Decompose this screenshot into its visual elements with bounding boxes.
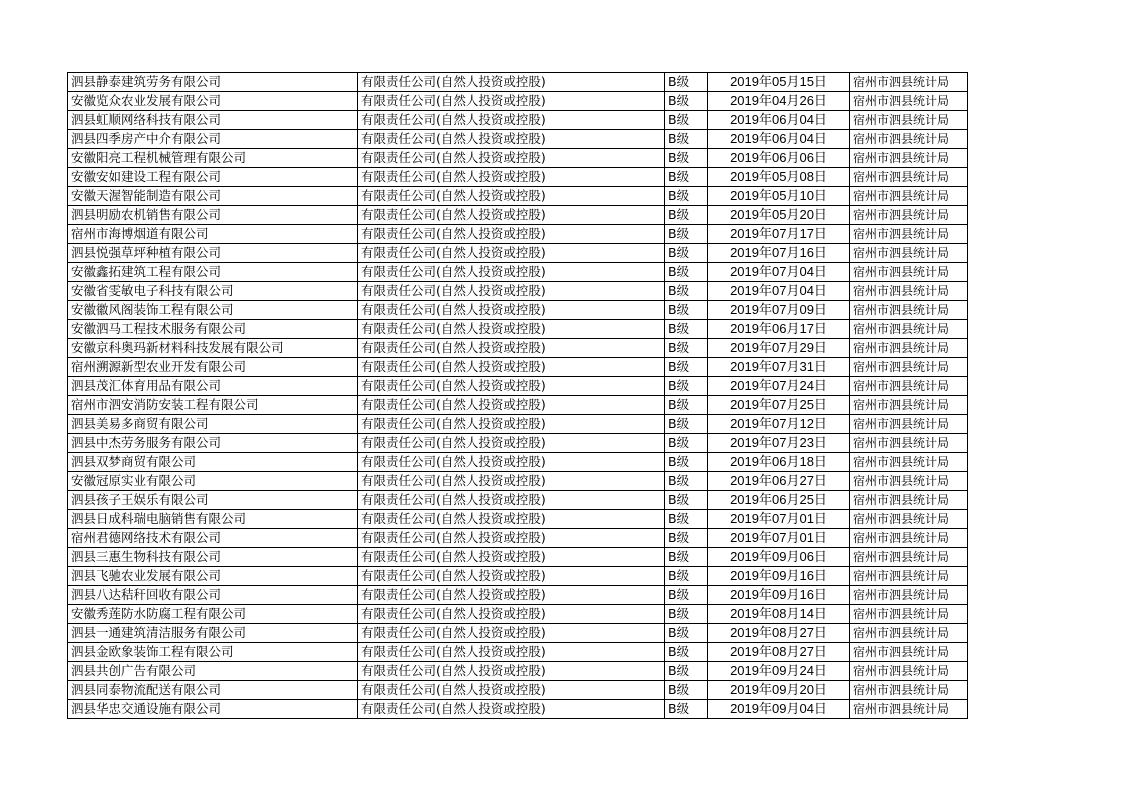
rating-authority-cell: 宿州市泗县统计局 — [850, 700, 968, 719]
company-type-cell: 有限责任公司(自然人投资或控股) — [358, 282, 665, 301]
table-row — [68, 415, 968, 434]
rating-authority-cell: 宿州市泗县统计局 — [850, 434, 968, 453]
table-row — [68, 491, 968, 510]
rating-date-cell: 2019年06月18日 — [708, 453, 850, 472]
company-name-cell: 宿州市海博烟道有限公司 — [68, 225, 358, 244]
company-name-cell: 安徽泗马工程技术服务有限公司 — [68, 320, 358, 339]
rating-authority-cell: 宿州市泗县统计局 — [850, 73, 968, 92]
table-row — [68, 206, 968, 225]
company-name-cell: 宿州君德网络技术有限公司 — [68, 529, 358, 548]
credit-grade-cell: B级 — [665, 396, 708, 415]
rating-date-cell: 2019年06月04日 — [708, 111, 850, 130]
rating-date-cell: 2019年04月26日 — [708, 92, 850, 111]
table-row — [68, 472, 968, 491]
company-name-cell: 泗县八达秸秆回收有限公司 — [68, 586, 358, 605]
company-name-cell: 泗县日成科瑞电脑销售有限公司 — [68, 510, 358, 529]
rating-date-cell: 2019年07月12日 — [708, 415, 850, 434]
rating-date-cell: 2019年05月08日 — [708, 168, 850, 187]
company-name-cell: 泗县虹顺网络科技有限公司 — [68, 111, 358, 130]
table-row — [68, 643, 968, 662]
credit-grade-cell: B级 — [665, 548, 708, 567]
company-type-cell: 有限责任公司(自然人投资或控股) — [358, 187, 665, 206]
company-name-cell: 泗县明励农机销售有限公司 — [68, 206, 358, 225]
rating-date-cell: 2019年09月20日 — [708, 681, 850, 700]
table-row — [68, 130, 968, 149]
table-row — [68, 662, 968, 681]
table-row — [68, 73, 968, 92]
table-row — [68, 681, 968, 700]
rating-authority-cell: 宿州市泗县统计局 — [850, 624, 968, 643]
company-type-cell: 有限责任公司(自然人投资或控股) — [358, 244, 665, 263]
table-row — [68, 377, 968, 396]
rating-authority-cell: 宿州市泗县统计局 — [850, 339, 968, 358]
table-row — [68, 434, 968, 453]
rating-date-cell: 2019年08月14日 — [708, 605, 850, 624]
credit-grade-cell: B级 — [665, 206, 708, 225]
company-name-cell: 安徽省雯敏电子科技有限公司 — [68, 282, 358, 301]
company-name-cell: 泗县中杰劳务服务有限公司 — [68, 434, 358, 453]
rating-authority-cell: 宿州市泗县统计局 — [850, 301, 968, 320]
company-name-cell: 泗县同泰物流配送有限公司 — [68, 681, 358, 700]
credit-grade-cell: B级 — [665, 225, 708, 244]
company-type-cell: 有限责任公司(自然人投资或控股) — [358, 624, 665, 643]
rating-date-cell: 2019年07月16日 — [708, 244, 850, 263]
credit-rating-table — [67, 72, 968, 719]
rating-authority-cell: 宿州市泗县统计局 — [850, 510, 968, 529]
rating-authority-cell: 宿州市泗县统计局 — [850, 586, 968, 605]
rating-date-cell: 2019年07月01日 — [708, 529, 850, 548]
table-body — [68, 73, 968, 719]
company-name-cell: 泗县静泰建筑劳务有限公司 — [68, 73, 358, 92]
table-row — [68, 548, 968, 567]
rating-authority-cell: 宿州市泗县统计局 — [850, 244, 968, 263]
rating-authority-cell: 宿州市泗县统计局 — [850, 130, 968, 149]
company-type-cell: 有限责任公司(自然人投资或控股) — [358, 643, 665, 662]
credit-grade-cell: B级 — [665, 510, 708, 529]
rating-authority-cell: 宿州市泗县统计局 — [850, 187, 968, 206]
company-name-cell: 泗县三惠生物科技有限公司 — [68, 548, 358, 567]
credit-grade-cell: B级 — [665, 244, 708, 263]
rating-date-cell: 2019年07月25日 — [708, 396, 850, 415]
table-row — [68, 358, 968, 377]
rating-date-cell: 2019年07月09日 — [708, 301, 850, 320]
company-type-cell: 有限责任公司(自然人投资或控股) — [358, 168, 665, 187]
credit-grade-cell: B级 — [665, 73, 708, 92]
company-name-cell: 泗县悦强草坪种植有限公司 — [68, 244, 358, 263]
company-type-cell: 有限责任公司(自然人投资或控股) — [358, 225, 665, 244]
rating-date-cell: 2019年06月25日 — [708, 491, 850, 510]
credit-grade-cell: B级 — [665, 187, 708, 206]
rating-authority-cell: 宿州市泗县统计局 — [850, 206, 968, 225]
company-type-cell: 有限责任公司(自然人投资或控股) — [358, 263, 665, 282]
rating-date-cell: 2019年07月31日 — [708, 358, 850, 377]
company-type-cell: 有限责任公司(自然人投资或控股) — [358, 681, 665, 700]
table-row — [68, 453, 968, 472]
company-type-cell: 有限责任公司(自然人投资或控股) — [358, 605, 665, 624]
credit-grade-cell: B级 — [665, 168, 708, 187]
rating-authority-cell: 宿州市泗县统计局 — [850, 453, 968, 472]
company-type-cell: 有限责任公司(自然人投资或控股) — [358, 320, 665, 339]
company-name-cell: 泗县飞驰农业发展有限公司 — [68, 567, 358, 586]
rating-authority-cell: 宿州市泗县统计局 — [850, 491, 968, 510]
company-name-cell: 泗县四季房产中介有限公司 — [68, 130, 358, 149]
credit-grade-cell: B级 — [665, 301, 708, 320]
table-row — [68, 529, 968, 548]
table-row — [68, 605, 968, 624]
credit-grade-cell: B级 — [665, 92, 708, 111]
company-type-cell: 有限责任公司(自然人投资或控股) — [358, 529, 665, 548]
rating-date-cell: 2019年09月24日 — [708, 662, 850, 681]
company-name-cell: 泗县共创广告有限公司 — [68, 662, 358, 681]
company-name-cell: 泗县孩子王娱乐有限公司 — [68, 491, 358, 510]
company-type-cell: 有限责任公司(自然人投资或控股) — [358, 92, 665, 111]
table-row — [68, 111, 968, 130]
credit-grade-cell: B级 — [665, 605, 708, 624]
credit-grade-cell: B级 — [665, 567, 708, 586]
company-name-cell: 安徽览众农业发展有限公司 — [68, 92, 358, 111]
company-type-cell: 有限责任公司(自然人投资或控股) — [358, 567, 665, 586]
rating-authority-cell: 宿州市泗县统计局 — [850, 415, 968, 434]
table-row — [68, 187, 968, 206]
rating-date-cell: 2019年07月04日 — [708, 282, 850, 301]
company-type-cell: 有限责任公司(自然人投资或控股) — [358, 339, 665, 358]
table-row — [68, 624, 968, 643]
rating-authority-cell: 宿州市泗县统计局 — [850, 567, 968, 586]
credit-grade-cell: B级 — [665, 434, 708, 453]
company-type-cell: 有限责任公司(自然人投资或控股) — [358, 73, 665, 92]
company-type-cell: 有限责任公司(自然人投资或控股) — [358, 472, 665, 491]
rating-date-cell: 2019年06月04日 — [708, 130, 850, 149]
company-type-cell: 有限责任公司(自然人投资或控股) — [358, 377, 665, 396]
credit-grade-cell: B级 — [665, 339, 708, 358]
rating-date-cell: 2019年09月06日 — [708, 548, 850, 567]
rating-date-cell: 2019年07月23日 — [708, 434, 850, 453]
company-type-cell: 有限责任公司(自然人投资或控股) — [358, 548, 665, 567]
rating-date-cell: 2019年07月01日 — [708, 510, 850, 529]
company-name-cell: 泗县美易多商贸有限公司 — [68, 415, 358, 434]
rating-authority-cell: 宿州市泗县统计局 — [850, 548, 968, 567]
company-name-cell: 泗县茂汇体育用品有限公司 — [68, 377, 358, 396]
company-name-cell: 泗县金欧象装饰工程有限公司 — [68, 643, 358, 662]
credit-grade-cell: B级 — [665, 282, 708, 301]
rating-authority-cell: 宿州市泗县统计局 — [850, 149, 968, 168]
company-type-cell: 有限责任公司(自然人投资或控股) — [358, 415, 665, 434]
rating-date-cell: 2019年07月24日 — [708, 377, 850, 396]
credit-grade-cell: B级 — [665, 453, 708, 472]
credit-grade-cell: B级 — [665, 643, 708, 662]
rating-authority-cell: 宿州市泗县统计局 — [850, 472, 968, 491]
table-row — [68, 263, 968, 282]
rating-date-cell: 2019年08月27日 — [708, 643, 850, 662]
credit-grade-cell: B级 — [665, 624, 708, 643]
company-name-cell: 安徽冠原实业有限公司 — [68, 472, 358, 491]
rating-date-cell: 2019年05月20日 — [708, 206, 850, 225]
rating-authority-cell: 宿州市泗县统计局 — [850, 643, 968, 662]
rating-authority-cell: 宿州市泗县统计局 — [850, 320, 968, 339]
credit-grade-cell: B级 — [665, 358, 708, 377]
company-name-cell: 宿州溯源新型农业开发有限公司 — [68, 358, 358, 377]
company-name-cell: 宿州市泗安消防安装工程有限公司 — [68, 396, 358, 415]
table-row — [68, 510, 968, 529]
rating-authority-cell: 宿州市泗县统计局 — [850, 92, 968, 111]
company-name-cell: 安徽京科奥玛新材料科技发展有限公司 — [68, 339, 358, 358]
rating-date-cell: 2019年07月17日 — [708, 225, 850, 244]
rating-date-cell: 2019年09月16日 — [708, 586, 850, 605]
rating-date-cell: 2019年09月16日 — [708, 567, 850, 586]
company-name-cell: 安徽安如建设工程有限公司 — [68, 168, 358, 187]
rating-date-cell: 2019年06月27日 — [708, 472, 850, 491]
credit-grade-cell: B级 — [665, 415, 708, 434]
table-row — [68, 244, 968, 263]
credit-grade-cell: B级 — [665, 149, 708, 168]
rating-authority-cell: 宿州市泗县统计局 — [850, 282, 968, 301]
rating-authority-cell: 宿州市泗县统计局 — [850, 358, 968, 377]
company-name-cell: 泗县双梦商贸有限公司 — [68, 453, 358, 472]
table-row — [68, 396, 968, 415]
credit-grade-cell: B级 — [665, 472, 708, 491]
rating-authority-cell: 宿州市泗县统计局 — [850, 396, 968, 415]
company-name-cell: 安徽天渥智能制造有限公司 — [68, 187, 358, 206]
rating-date-cell: 2019年05月10日 — [708, 187, 850, 206]
table-row — [68, 282, 968, 301]
rating-authority-cell: 宿州市泗县统计局 — [850, 168, 968, 187]
company-type-cell: 有限责任公司(自然人投资或控股) — [358, 301, 665, 320]
rating-date-cell: 2019年07月29日 — [708, 339, 850, 358]
company-type-cell: 有限责任公司(自然人投资或控股) — [358, 662, 665, 681]
rating-authority-cell: 宿州市泗县统计局 — [850, 681, 968, 700]
credit-grade-cell: B级 — [665, 586, 708, 605]
company-name-cell: 泗县华忠交通设施有限公司 — [68, 700, 358, 719]
table-row — [68, 301, 968, 320]
company-name-cell: 泗县一通建筑清洁服务有限公司 — [68, 624, 358, 643]
table-row — [68, 700, 968, 719]
credit-grade-cell: B级 — [665, 700, 708, 719]
credit-grade-cell: B级 — [665, 662, 708, 681]
company-type-cell: 有限责任公司(自然人投资或控股) — [358, 206, 665, 225]
company-type-cell: 有限责任公司(自然人投资或控股) — [358, 586, 665, 605]
table-row — [68, 225, 968, 244]
rating-authority-cell: 宿州市泗县统计局 — [850, 263, 968, 282]
credit-grade-cell: B级 — [665, 130, 708, 149]
credit-grade-cell: B级 — [665, 377, 708, 396]
rating-authority-cell: 宿州市泗县统计局 — [850, 662, 968, 681]
rating-date-cell: 2019年09月04日 — [708, 700, 850, 719]
company-type-cell: 有限责任公司(自然人投资或控股) — [358, 700, 665, 719]
table-row — [68, 339, 968, 358]
table-row — [68, 92, 968, 111]
company-type-cell: 有限责任公司(自然人投资或控股) — [358, 358, 665, 377]
rating-date-cell: 2019年08月27日 — [708, 624, 850, 643]
credit-grade-cell: B级 — [665, 320, 708, 339]
company-name-cell: 安徽鑫拓建筑工程有限公司 — [68, 263, 358, 282]
rating-date-cell: 2019年05月15日 — [708, 73, 850, 92]
company-type-cell: 有限责任公司(自然人投资或控股) — [358, 453, 665, 472]
company-type-cell: 有限责任公司(自然人投资或控股) — [358, 434, 665, 453]
rating-authority-cell: 宿州市泗县统计局 — [850, 111, 968, 130]
rating-authority-cell: 宿州市泗县统计局 — [850, 225, 968, 244]
table-row — [68, 320, 968, 339]
credit-grade-cell: B级 — [665, 681, 708, 700]
company-name-cell: 安徽徽风阁装饰工程有限公司 — [68, 301, 358, 320]
company-type-cell: 有限责任公司(自然人投资或控股) — [358, 491, 665, 510]
credit-grade-cell: B级 — [665, 111, 708, 130]
rating-authority-cell: 宿州市泗县统计局 — [850, 529, 968, 548]
rating-authority-cell: 宿州市泗县统计局 — [850, 377, 968, 396]
rating-date-cell: 2019年06月17日 — [708, 320, 850, 339]
credit-grade-cell: B级 — [665, 263, 708, 282]
company-name-cell: 安徽秀莲防水防腐工程有限公司 — [68, 605, 358, 624]
table-row — [68, 567, 968, 586]
company-type-cell: 有限责任公司(自然人投资或控股) — [358, 149, 665, 168]
company-type-cell: 有限责任公司(自然人投资或控股) — [358, 130, 665, 149]
table-row — [68, 168, 968, 187]
table-row — [68, 586, 968, 605]
company-name-cell: 安徽阳亮工程机械管理有限公司 — [68, 149, 358, 168]
credit-grade-cell: B级 — [665, 529, 708, 548]
rating-date-cell: 2019年07月04日 — [708, 263, 850, 282]
credit-grade-cell: B级 — [665, 491, 708, 510]
rating-date-cell: 2019年06月06日 — [708, 149, 850, 168]
rating-authority-cell: 宿州市泗县统计局 — [850, 605, 968, 624]
company-type-cell: 有限责任公司(自然人投资或控股) — [358, 510, 665, 529]
company-type-cell: 有限责任公司(自然人投资或控股) — [358, 396, 665, 415]
table-row — [68, 149, 968, 168]
company-type-cell: 有限责任公司(自然人投资或控股) — [358, 111, 665, 130]
